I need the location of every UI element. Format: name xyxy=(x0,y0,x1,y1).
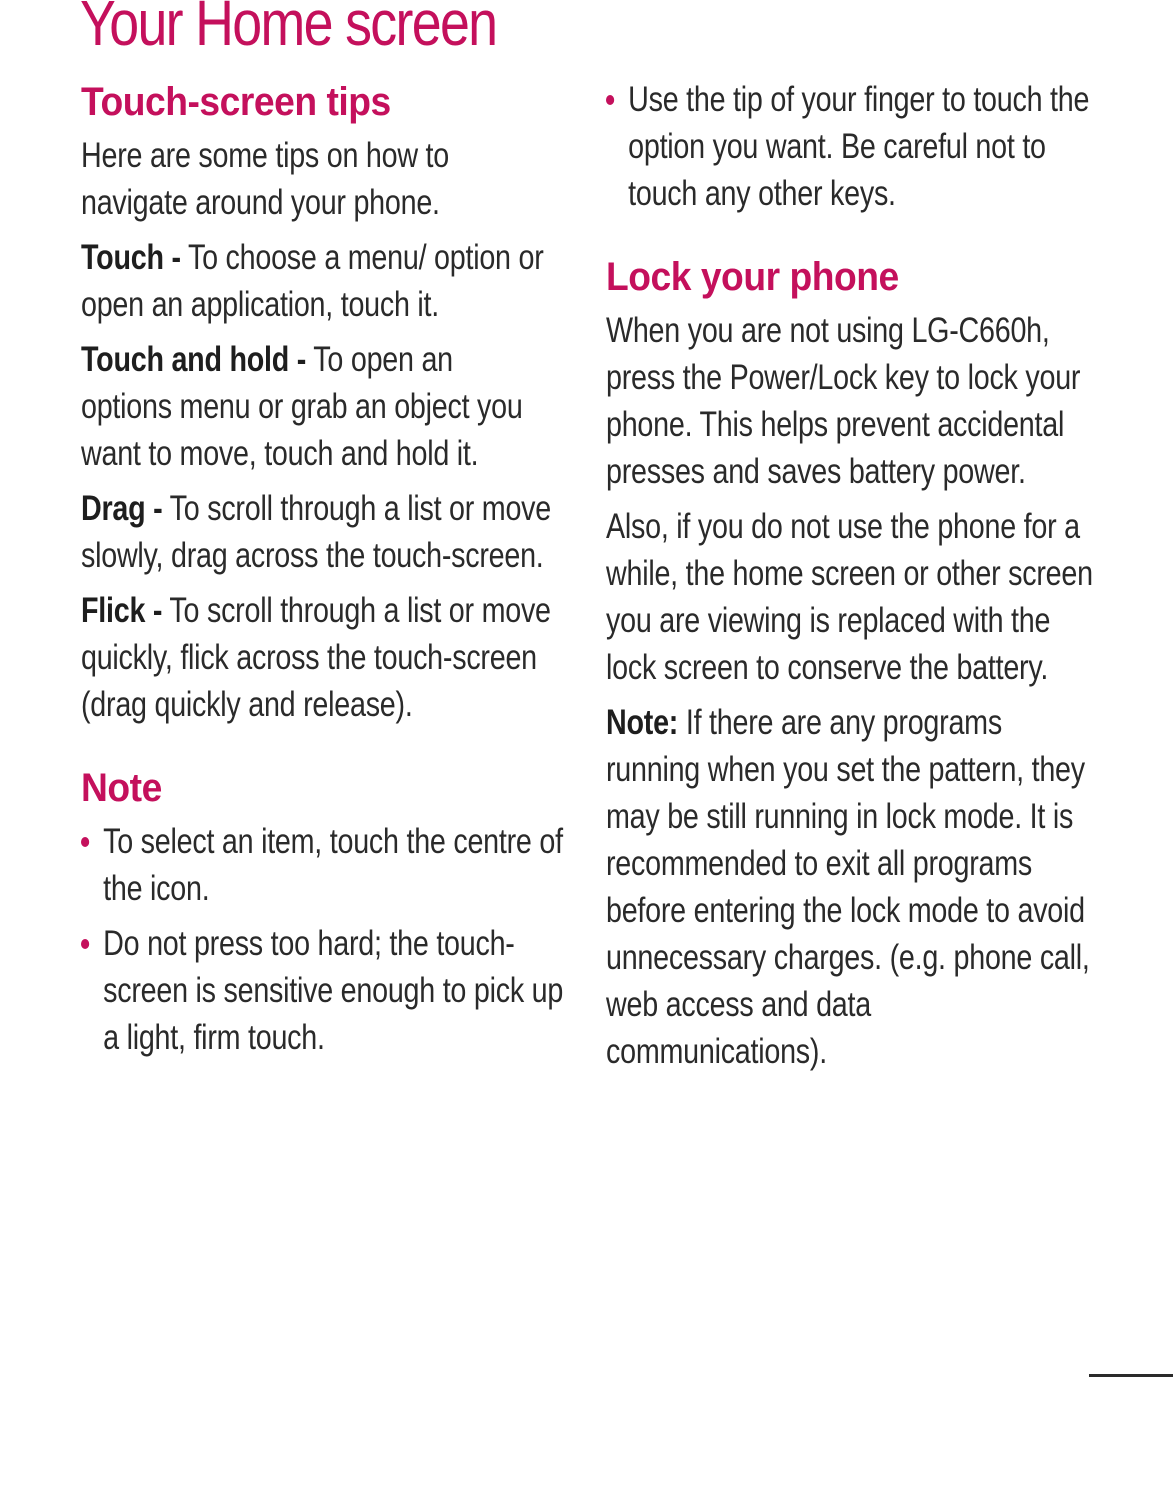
tip-touch-and-hold-text: To open an options menu or grab an object you want to move, touch and hold it. xyxy=(81,340,523,473)
note-bullet-text: Use the tip of your finger to touch the option you want. Be careful not to touch any other keys. xyxy=(628,80,1090,213)
tip-touch-text: To choose a menu/ option or open an application, touch it. xyxy=(81,238,544,324)
touch-tips-heading: Touch-screen tips xyxy=(81,80,391,124)
tip-touch-term: Touch - xyxy=(81,238,181,277)
touch-tips-intro: Here are some tips on how to navigate around your phone. xyxy=(81,136,450,222)
lock-paragraph: Also, if you do not use the phone for a while, the home screen or other screen you are viewing is replaced with the lock screen to conserve the battery. xyxy=(606,507,1093,687)
tip-drag xyxy=(81,485,551,579)
lock-phone-heading: Lock your phone xyxy=(606,255,899,299)
tip-flick-term: Flick - xyxy=(81,591,163,630)
page-number-rule xyxy=(1089,1374,1173,1377)
note-bullet-text: Do not press too hard; the touch-screen is sensitive enough to pick up a light, firm touch. xyxy=(103,924,564,1057)
right-column xyxy=(606,76,1096,1075)
note-heading: Note xyxy=(81,766,162,810)
tip-flick xyxy=(81,587,551,728)
tip-touch xyxy=(81,234,551,328)
bullet-dot-icon xyxy=(81,939,89,949)
lock-note xyxy=(606,699,1096,1075)
bullet-dot-icon xyxy=(81,837,89,847)
tip-touch-and-hold-term: Touch and hold - xyxy=(81,340,307,379)
note-bullet-text: To select an item, touch the centre of the icon. xyxy=(103,822,563,908)
note-bullet xyxy=(81,818,573,912)
tip-touch-and-hold xyxy=(81,336,551,477)
tip-drag-text: To scroll through a list or move slowly, drag across the touch-screen. xyxy=(81,489,552,575)
page-title: Your Home screen xyxy=(80,0,497,59)
note-bullet xyxy=(606,76,1118,217)
tip-flick-text: To scroll through a list or move quickly, flick across the touch-screen (drag quickly and release). xyxy=(81,591,551,724)
left-column xyxy=(81,76,564,1061)
tip-drag-term: Drag - xyxy=(81,489,163,528)
bullet-dot-icon xyxy=(606,95,614,105)
lock-paragraph: When you are not using LG-C660h, press the Power/Lock key to lock your phone. This helps prevent accidental presses and saves battery power. xyxy=(606,311,1081,491)
lock-note-text: If there are any programs running when you set the pattern, they may be still running in lock mode. It is recommended to exit all programs before entering the lock mode to avoid unnecessary charges. (e.g. phone call, web access and data communications). xyxy=(606,703,1090,1071)
note-bullet xyxy=(81,920,573,1061)
lock-note-label: Note: xyxy=(606,703,679,742)
